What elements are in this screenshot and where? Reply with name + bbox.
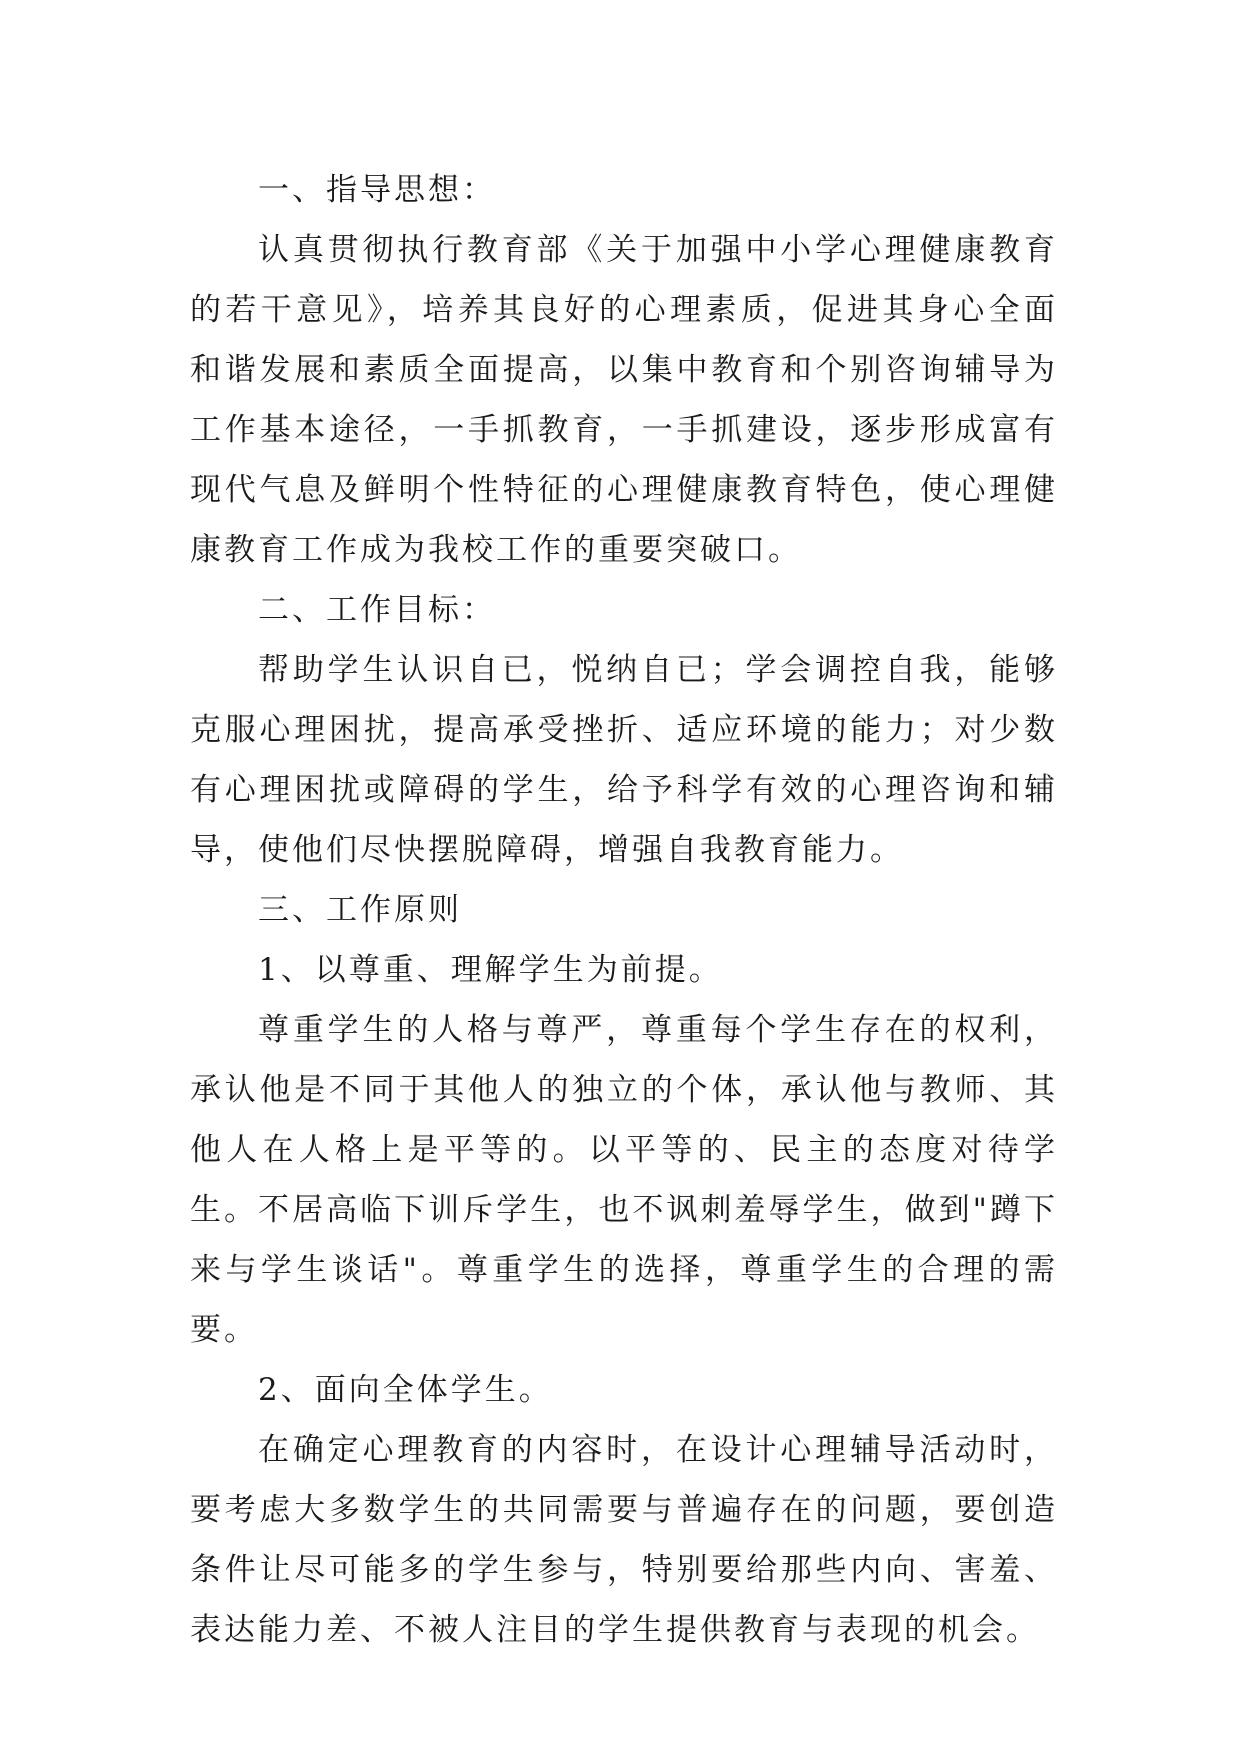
section-heading-work-goals: 二、工作目标： [258,592,496,628]
paragraph-principle-2: 在确定心理教育的内容时，在设计心理辅导活动时，要考虑大多数学生的共同需要与普遍存在的问题，要创造条件让尽可能多的学生参与，特别要给那些内向、害羞、表达能力差、不被人注目的学生提供教育与表现的机会。 [190,1432,1058,1648]
subheading-principle-1: 1、以尊重、理解学生为前提。 [258,952,723,988]
document-body [190,160,1058,1660]
paragraph-principle-1: 尊重学生的人格与尊严，尊重每个学生存在的权利，承认他是不同于其他人的独立的个体，承认他与教师、其他人在人格上是平等的。以平等的、民主的态度对待学生。不居高临下训斥学生，也不讽刺羞辱学生，做到"蹲下来与学生谈话"。尊重学生的选择，尊重学生的合理的需要。 [190,1012,1058,1348]
paragraph-work-goals: 帮助学生认识自已，悦纳自已；学会调控自我，能够克服心理困扰，提高承受挫折、适应环境的能力；对少数有心理困扰或障碍的学生，给予科学有效的心理咨询和辅导，使他们尽快摆脱障碍，增强自我教育能力。 [190,652,1058,868]
section-heading-guiding-ideology: 一、指导思想： [258,172,496,208]
paragraph-guiding-ideology: 认真贯彻执行教育部《关于加强中小学心理健康教育的若干意见》，培养其良好的心理素质，促进其身心全面和谐发展和素质全面提高，以集中教育和个别咨询辅导为工作基本途径，一手抓教育，一手抓建设，逐步形成富有现代气息及鲜明个性特征的心理健康教育特色，使心理健康教育工作成为我校工作的重要突破口。 [190,232,1058,568]
subheading-principle-2: 2、面向全体学生。 [258,1372,553,1408]
section-heading-work-principles: 三、工作原则 [258,892,462,928]
